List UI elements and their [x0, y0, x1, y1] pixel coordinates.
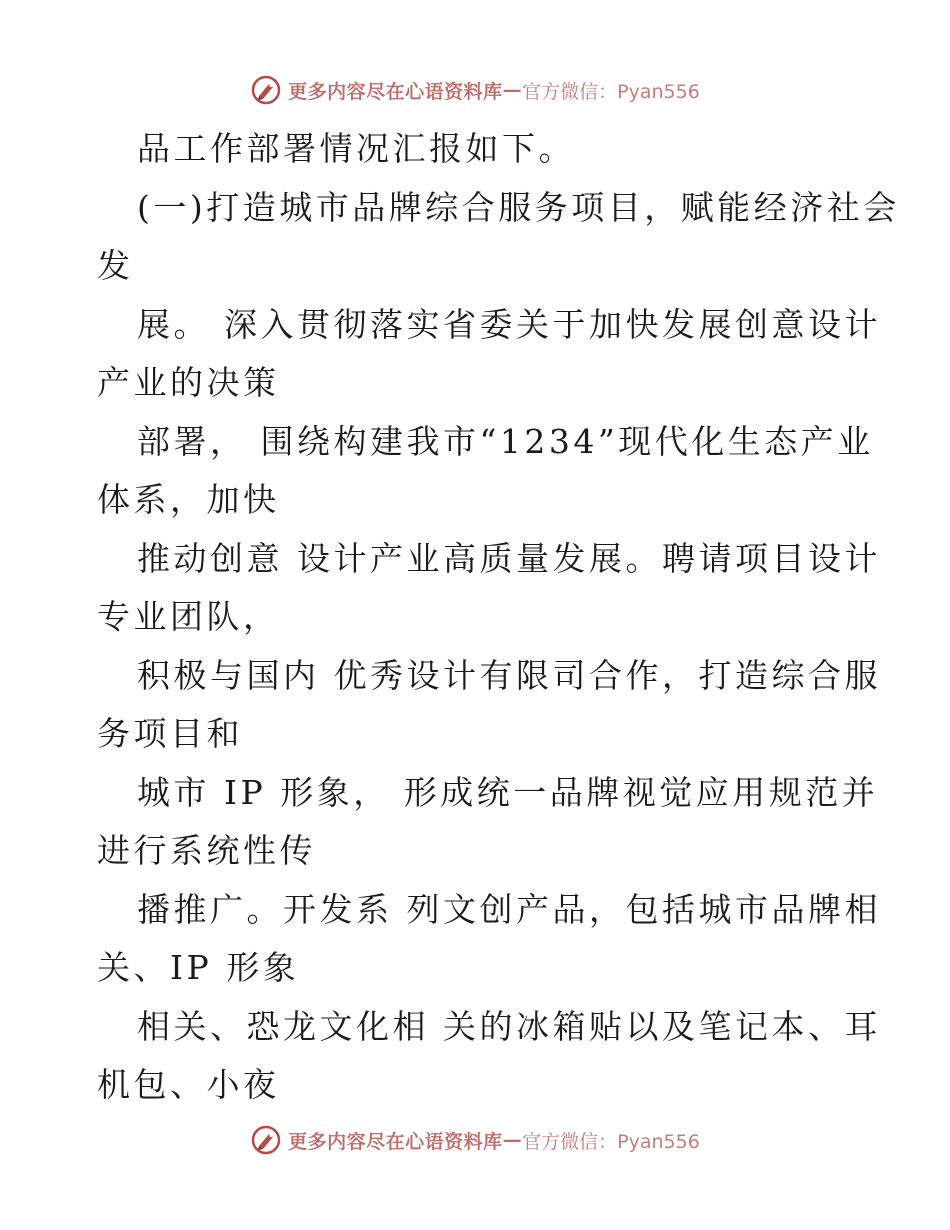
- footer-watermark: [0, 1120, 950, 1160]
- text-line: 发: [97, 246, 134, 285]
- text-line: 相关、恐龙文化相 关的冰箱贴以及笔记本、耳: [137, 1006, 881, 1046]
- text-line: 推动创意 设计产业高质量发展。聘请项目设计: [137, 538, 881, 578]
- watermark-text: 更多内容尽在心语资料库: [288, 80, 503, 103]
- document-body: [97, 120, 900, 1115]
- watermark-suffix: 官方微信：Pyan556: [522, 1130, 700, 1153]
- watermark-dash: —: [502, 1129, 523, 1151]
- text-line: 积极与国内 优秀设计有限司合作，打造综合服: [137, 655, 881, 695]
- watermark-suffix: 官方微信：Pyan556: [522, 80, 700, 103]
- text-line: 品工作部署情况汇报如下。: [137, 129, 575, 168]
- text-line: 机包、小夜: [97, 1065, 280, 1104]
- text-line: 城市 IP 形象， 形成统一品牌视觉应用规范并: [137, 772, 879, 812]
- text-line: 专业团队，: [97, 597, 280, 636]
- text-line: 产业的决策: [97, 363, 280, 402]
- text-line: 务项目和: [97, 714, 243, 753]
- text-line: 播推广。开发系 列文创产品，包括城市品牌相: [137, 889, 881, 929]
- pen-logo-icon: [250, 74, 282, 106]
- watermark-text: 更多内容尽在心语资料库: [288, 1130, 503, 1153]
- text-line: 部署， 围绕构建我市“1234”现代化生态产业: [137, 421, 874, 461]
- text-line: 体系，加快: [97, 480, 280, 519]
- text-line: 关、IP 形象: [97, 948, 300, 987]
- text-line: 展。 深入贯彻落实省委关于加快发展创意设计: [137, 304, 881, 344]
- text-line: (一)打造城市品牌综合服务项目，赋能经济社会: [137, 187, 900, 227]
- text-line: 进行系统性传: [97, 831, 316, 870]
- header-watermark: [0, 70, 950, 110]
- pen-logo-icon: [250, 1124, 282, 1156]
- watermark-dash: —: [502, 79, 523, 101]
